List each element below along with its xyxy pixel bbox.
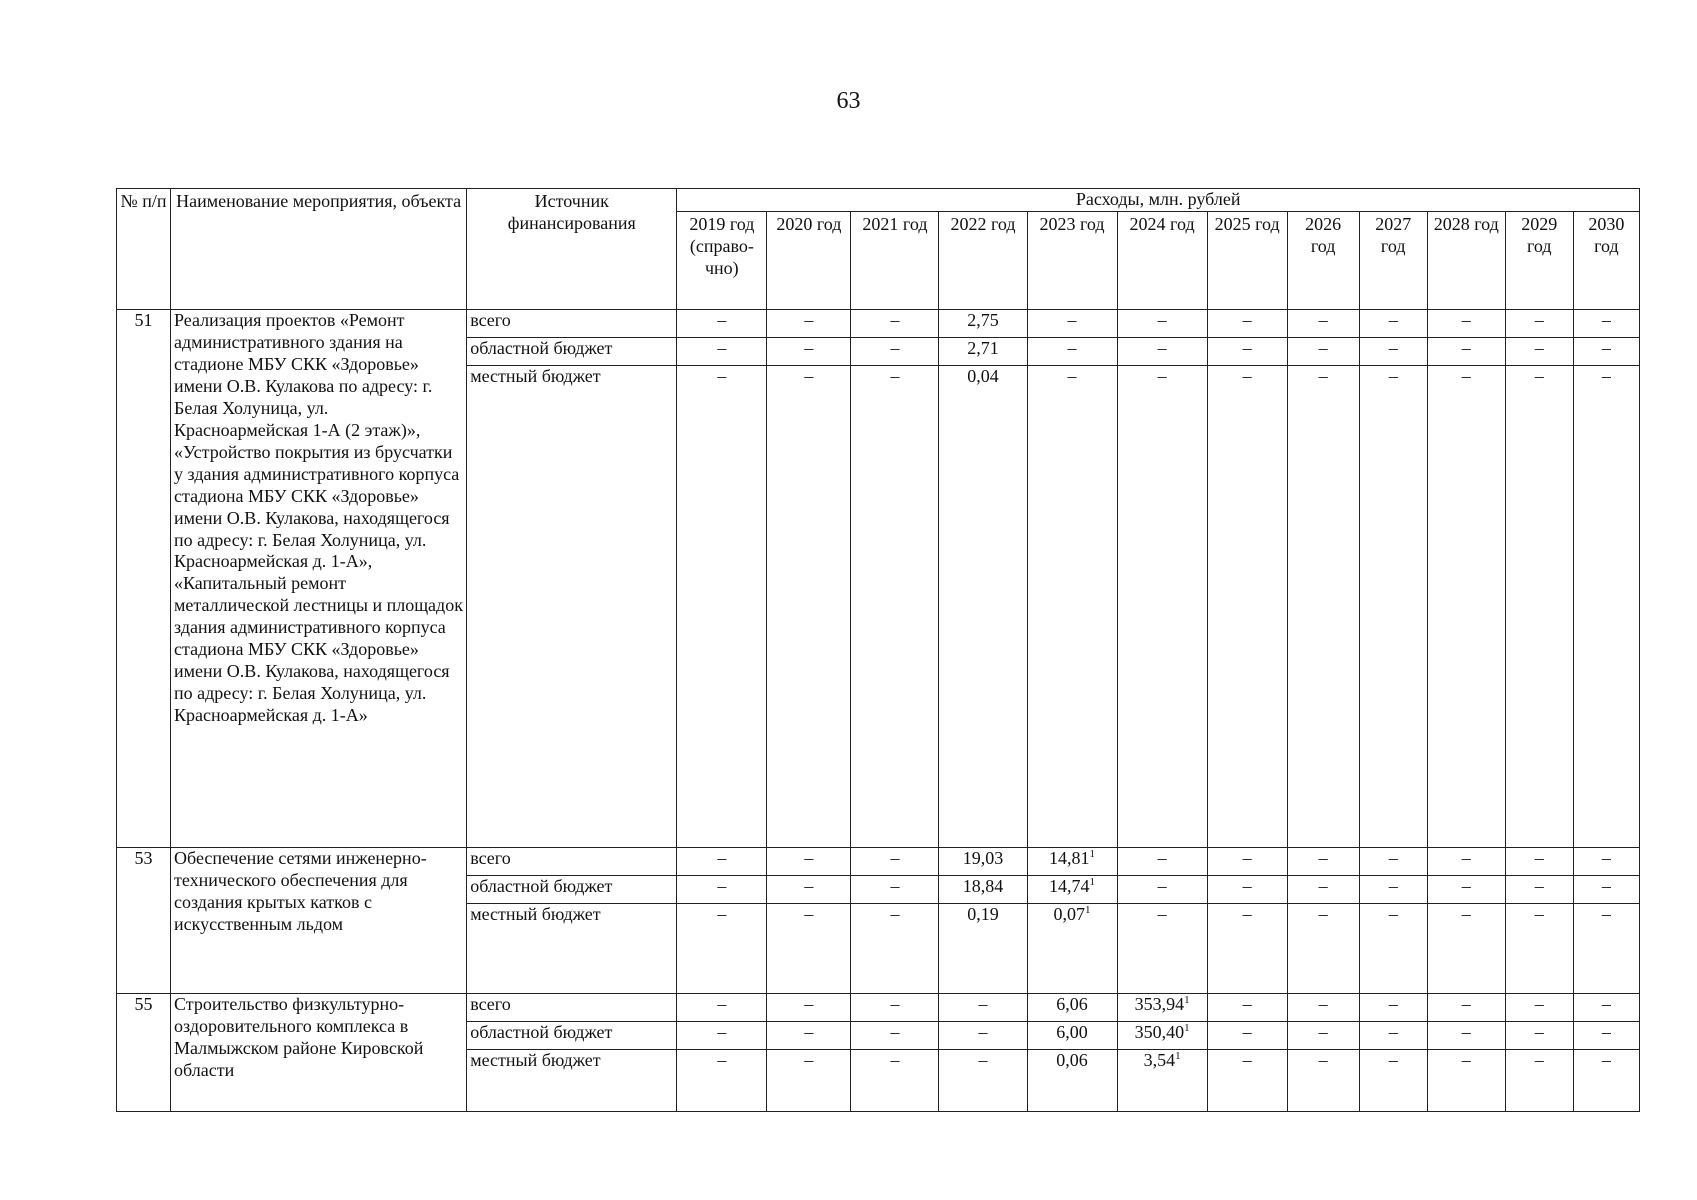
expense-amount: 2,71: [967, 338, 999, 358]
expense-value: [677, 338, 767, 366]
expense-amount: –: [1318, 848, 1328, 868]
expense-amount: –: [1601, 366, 1611, 386]
expense-amount: 0,06: [1056, 1050, 1088, 1070]
expense-value: [1207, 848, 1287, 876]
expense-value: [1573, 876, 1639, 904]
expense-amount: –: [1318, 994, 1328, 1014]
header-expenses: Расходы, млн. рублей: [677, 189, 1640, 212]
expense-value: [1505, 310, 1573, 338]
expense-amount: –: [1388, 366, 1398, 386]
expense-amount: –: [804, 338, 814, 358]
expense-amount: –: [1318, 366, 1328, 386]
expense-amount: –: [890, 310, 900, 330]
expense-value: [939, 338, 1027, 366]
expenses-table: [116, 188, 1640, 1112]
expense-value: [677, 994, 767, 1022]
header-year: 2021 год: [851, 212, 939, 310]
table-row: [117, 848, 1640, 876]
expense-amount: –: [1534, 848, 1544, 868]
expense-value: [1505, 876, 1573, 904]
expense-amount: –: [1318, 876, 1328, 896]
expense-value: [1287, 310, 1359, 338]
expense-amount: –: [1461, 848, 1471, 868]
expense-value: [1207, 1022, 1287, 1050]
expense-amount: –: [1601, 848, 1611, 868]
expense-value: [1117, 310, 1207, 338]
footnote-marker: 1: [1184, 1022, 1190, 1034]
expense-amount: –: [1242, 338, 1252, 358]
expense-amount: –: [890, 1050, 900, 1070]
expense-value: [1505, 848, 1573, 876]
expense-amount: 0,07: [1053, 904, 1086, 924]
expense-amount: –: [1242, 904, 1252, 924]
header-name: Наименование мероприятия, объекта: [171, 189, 467, 310]
expense-value: [1573, 366, 1639, 848]
header-year: 2023 год: [1027, 212, 1117, 310]
expense-amount: –: [1388, 876, 1398, 896]
expense-amount: –: [717, 310, 727, 330]
table-row: [117, 310, 1640, 338]
expense-value: [939, 848, 1027, 876]
expense-amount: 2,75: [967, 310, 999, 330]
event-name: Обеспечение сетями инженерно-технического обеспечения для создания крытых катков с искусственным льдом: [171, 848, 467, 994]
expense-value: [1027, 904, 1117, 994]
expense-value: [1505, 1050, 1573, 1112]
expense-value: [1117, 1022, 1207, 1050]
expense-value: [1287, 1050, 1359, 1112]
expense-value: [767, 994, 851, 1022]
expense-value: [1027, 1050, 1117, 1112]
expense-value: [939, 994, 1027, 1022]
expense-amount: –: [890, 848, 900, 868]
event-name: Строительство физкультурно-оздоровительного комплекса в Малмыжском районе Кировской области: [171, 994, 467, 1112]
expense-value: [767, 366, 851, 848]
expense-amount: –: [804, 904, 814, 924]
expense-value: [1505, 1022, 1573, 1050]
expense-value: [1427, 338, 1505, 366]
expense-amount: –: [1534, 310, 1544, 330]
expense-value: [1027, 876, 1117, 904]
expense-value: [1027, 994, 1117, 1022]
expense-value: [1505, 994, 1573, 1022]
expense-value: [1427, 1050, 1505, 1112]
header-year: 2019 год (справо-чно): [677, 212, 767, 310]
expense-amount: –: [1388, 994, 1398, 1014]
funding-source: всего: [467, 310, 677, 338]
expense-amount: –: [890, 366, 900, 386]
expense-amount: –: [978, 1022, 988, 1042]
expense-value: [1207, 904, 1287, 994]
expense-value: [851, 310, 939, 338]
expense-amount: –: [1601, 904, 1611, 924]
expense-value: [1573, 310, 1639, 338]
expense-value: [767, 904, 851, 994]
expense-value: [1359, 1050, 1427, 1112]
expense-value: [1287, 338, 1359, 366]
expense-value: [1573, 1050, 1639, 1112]
expense-amount: 3,54: [1143, 1050, 1176, 1070]
expense-amount: –: [804, 1022, 814, 1042]
expense-amount: –: [978, 994, 988, 1014]
expense-amount: –: [1461, 1050, 1471, 1070]
expense-amount: –: [1157, 310, 1167, 330]
expense-value: [677, 310, 767, 338]
expense-value: [1427, 1022, 1505, 1050]
expense-value: [1427, 876, 1505, 904]
expense-amount: 0,19: [967, 904, 999, 924]
expense-value: [1287, 848, 1359, 876]
expense-value: [1027, 366, 1117, 848]
expense-amount: –: [1318, 310, 1328, 330]
expense-amount: –: [1601, 1050, 1611, 1070]
expense-amount: –: [1534, 876, 1544, 896]
expense-amount: –: [1461, 904, 1471, 924]
expense-value: [939, 1022, 1027, 1050]
expense-value: [1427, 848, 1505, 876]
expense-value: [1427, 310, 1505, 338]
expense-value: [1427, 994, 1505, 1022]
expense-value: [1207, 338, 1287, 366]
event-name: Реализация проектов «Ремонт административного здания на стадионе МБУ СКК «Здоровье» имени О.В. Кулакова по адресу: г. Белая Холуница, ул. Красноармейская 1-А (2 этаж)», «Устройство покрытия из брусчатки у здания административного корпуса стадиона МБУ СКК «Здоровье» имени О.В. Кулакова, находящегося по адресу: г. Белая Холуница, ул. Красноармейская д. 1-А», «Капитальный ремонт металлической лестницы и площадок здания административного корпуса стадиона МБУ СКК «Здоровье» имени О.В. Кулакова, находящегося по адресу: г. Белая Холуница, ул. Красноармейская д. 1-А»: [171, 310, 467, 848]
expense-amount: –: [1157, 338, 1167, 358]
expense-amount: –: [717, 994, 727, 1014]
expense-value: [1573, 904, 1639, 994]
expense-value: [1573, 994, 1639, 1022]
expense-value: [939, 310, 1027, 338]
expense-value: [851, 994, 939, 1022]
expense-value: [1117, 876, 1207, 904]
expense-amount: 353,94: [1134, 994, 1185, 1014]
expense-value: [851, 848, 939, 876]
expense-value: [939, 366, 1027, 848]
expense-value: [1573, 1022, 1639, 1050]
header-year: 2026 год: [1287, 212, 1359, 310]
expense-value: [1427, 366, 1505, 848]
expense-amount: 6,00: [1056, 1022, 1088, 1042]
footnote-marker: 1: [1089, 876, 1096, 888]
expense-value: [1117, 848, 1207, 876]
expense-value: [1117, 366, 1207, 848]
expense-amount: –: [717, 904, 727, 924]
expense-value: [1117, 1050, 1207, 1112]
expense-amount: –: [1601, 310, 1611, 330]
expense-amount: –: [1461, 310, 1471, 330]
header-num: № п/п: [117, 189, 171, 310]
expense-amount: –: [1157, 366, 1167, 386]
header-year: 2022 год: [939, 212, 1027, 310]
funding-source: местный бюджет: [467, 904, 677, 994]
expense-value: [1117, 994, 1207, 1022]
expense-value: [851, 1022, 939, 1050]
footnote-marker: 1: [1089, 848, 1096, 860]
expense-value: [1359, 876, 1427, 904]
expense-amount: –: [1534, 366, 1544, 386]
expense-amount: 6,06: [1056, 994, 1088, 1014]
expense-amount: 14,81: [1049, 848, 1090, 868]
expense-value: [677, 904, 767, 994]
page-number: 63: [836, 88, 861, 114]
expense-value: [1359, 310, 1427, 338]
expense-amount: –: [1388, 338, 1398, 358]
expense-amount: –: [717, 1022, 727, 1042]
expense-amount: 0,04: [967, 366, 999, 386]
expense-amount: –: [1461, 876, 1471, 896]
expense-amount: –: [1318, 1050, 1328, 1070]
expense-amount: –: [804, 310, 814, 330]
expense-amount: –: [1157, 904, 1167, 924]
expense-amount: –: [804, 848, 814, 868]
table-row: [117, 994, 1640, 1022]
expense-amount: –: [890, 876, 900, 896]
expense-amount: –: [1534, 994, 1544, 1014]
expense-amount: –: [1601, 876, 1611, 896]
expense-amount: –: [717, 338, 727, 358]
expense-amount: –: [1067, 338, 1077, 358]
expense-amount: –: [1461, 1022, 1471, 1042]
expense-value: [1117, 338, 1207, 366]
expense-value: [1359, 904, 1427, 994]
expense-amount: –: [804, 876, 814, 896]
expense-amount: –: [1067, 310, 1077, 330]
expense-value: [677, 876, 767, 904]
expense-value: [1117, 904, 1207, 994]
expense-amount: 14,74: [1049, 876, 1090, 896]
expense-value: [1359, 1022, 1427, 1050]
expense-value: [1359, 848, 1427, 876]
funding-source: всего: [467, 848, 677, 876]
expense-value: [1573, 338, 1639, 366]
expense-value: [1427, 904, 1505, 994]
expense-amount: –: [1242, 876, 1252, 896]
expense-value: [677, 1050, 767, 1112]
expense-amount: –: [717, 366, 727, 386]
funding-source: местный бюджет: [467, 1050, 677, 1112]
expense-amount: –: [1461, 994, 1471, 1014]
expense-amount: –: [1242, 310, 1252, 330]
expense-value: [1027, 310, 1117, 338]
expense-value: [767, 848, 851, 876]
expense-amount: 18,84: [962, 876, 1004, 896]
funding-source: всего: [467, 994, 677, 1022]
expense-value: [1359, 366, 1427, 848]
header-year: 2030 год: [1573, 212, 1639, 310]
expense-amount: –: [1157, 876, 1167, 896]
expense-amount: –: [1601, 994, 1611, 1014]
expense-amount: –: [1388, 310, 1398, 330]
expense-amount: –: [1534, 1022, 1544, 1042]
expense-value: [851, 876, 939, 904]
expense-value: [1505, 904, 1573, 994]
funding-source: областной бюджет: [467, 338, 677, 366]
expense-amount: –: [1388, 848, 1398, 868]
expense-value: [677, 366, 767, 848]
header-year: 2029 год: [1505, 212, 1573, 310]
expense-amount: –: [1388, 1050, 1398, 1070]
expense-value: [677, 1022, 767, 1050]
expense-amount: –: [1534, 1050, 1544, 1070]
expense-value: [1287, 904, 1359, 994]
expense-amount: –: [1534, 338, 1544, 358]
expense-value: [851, 904, 939, 994]
header-year: 2024 год: [1117, 212, 1207, 310]
expense-value: [851, 338, 939, 366]
expense-value: [1505, 366, 1573, 848]
expense-amount: –: [804, 1050, 814, 1070]
header-year: 2020 год: [767, 212, 851, 310]
expense-amount: –: [1318, 904, 1328, 924]
expense-value: [1287, 876, 1359, 904]
expense-amount: –: [890, 904, 900, 924]
row-number: 55: [117, 994, 171, 1112]
header-source: Источник финансирования: [467, 189, 677, 310]
expense-amount: –: [890, 338, 900, 358]
expense-value: [767, 1050, 851, 1112]
expense-amount: –: [1242, 366, 1252, 386]
funding-source: областной бюджет: [467, 1022, 677, 1050]
expense-value: [767, 310, 851, 338]
expense-amount: –: [1242, 1022, 1252, 1042]
expense-amount: –: [717, 848, 727, 868]
expense-value: [1207, 876, 1287, 904]
expense-amount: –: [1157, 848, 1167, 868]
expense-amount: –: [1242, 848, 1252, 868]
expense-amount: –: [1242, 1050, 1252, 1070]
expense-value: [1287, 994, 1359, 1022]
expense-amount: –: [1461, 366, 1471, 386]
expense-value: [1573, 848, 1639, 876]
expense-value: [767, 1022, 851, 1050]
expense-amount: –: [1388, 904, 1398, 924]
expense-amount: –: [804, 994, 814, 1014]
expense-amount: –: [1318, 338, 1328, 358]
expense-amount: –: [890, 1022, 900, 1042]
header-year: 2028 год: [1427, 212, 1505, 310]
header-year: 2025 год: [1207, 212, 1287, 310]
footnote-marker: 1: [1184, 994, 1190, 1006]
expense-value: [1207, 1050, 1287, 1112]
expense-amount: –: [1601, 1022, 1611, 1042]
expense-amount: –: [890, 994, 900, 1014]
expense-amount: –: [1601, 338, 1611, 358]
expense-amount: –: [978, 1050, 988, 1070]
funding-source: местный бюджет: [467, 366, 677, 848]
expense-amount: –: [1318, 1022, 1328, 1042]
expense-value: [939, 1050, 1027, 1112]
expense-value: [1207, 994, 1287, 1022]
expense-amount: 19,03: [962, 848, 1004, 868]
header-year: 2027 год: [1359, 212, 1427, 310]
expense-value: [1027, 848, 1117, 876]
row-number: 51: [117, 310, 171, 848]
footnote-marker: 1: [1175, 1050, 1181, 1062]
row-number: 53: [117, 848, 171, 994]
expense-value: [767, 338, 851, 366]
expense-amount: –: [1067, 366, 1077, 386]
expense-value: [1207, 310, 1287, 338]
expense-value: [851, 1050, 939, 1112]
expense-value: [1359, 994, 1427, 1022]
expense-value: [1287, 1022, 1359, 1050]
expense-amount: –: [1242, 994, 1252, 1014]
expense-amount: –: [717, 876, 727, 896]
expense-value: [677, 848, 767, 876]
expense-value: [1287, 366, 1359, 848]
expense-value: [1027, 1022, 1117, 1050]
expense-value: [939, 876, 1027, 904]
expense-amount: –: [717, 1050, 727, 1070]
expense-value: [1505, 338, 1573, 366]
footnote-marker: 1: [1085, 904, 1091, 916]
expense-value: [767, 876, 851, 904]
expense-amount: –: [1388, 1022, 1398, 1042]
expense-value: [1207, 366, 1287, 848]
expense-amount: –: [1461, 338, 1471, 358]
expense-value: [939, 904, 1027, 994]
expense-value: [851, 366, 939, 848]
expense-amount: –: [1534, 904, 1544, 924]
expense-value: [1027, 338, 1117, 366]
expense-value: [1359, 338, 1427, 366]
expense-amount: 350,40: [1134, 1022, 1185, 1042]
funding-source: областной бюджет: [467, 876, 677, 904]
expense-amount: –: [804, 366, 814, 386]
